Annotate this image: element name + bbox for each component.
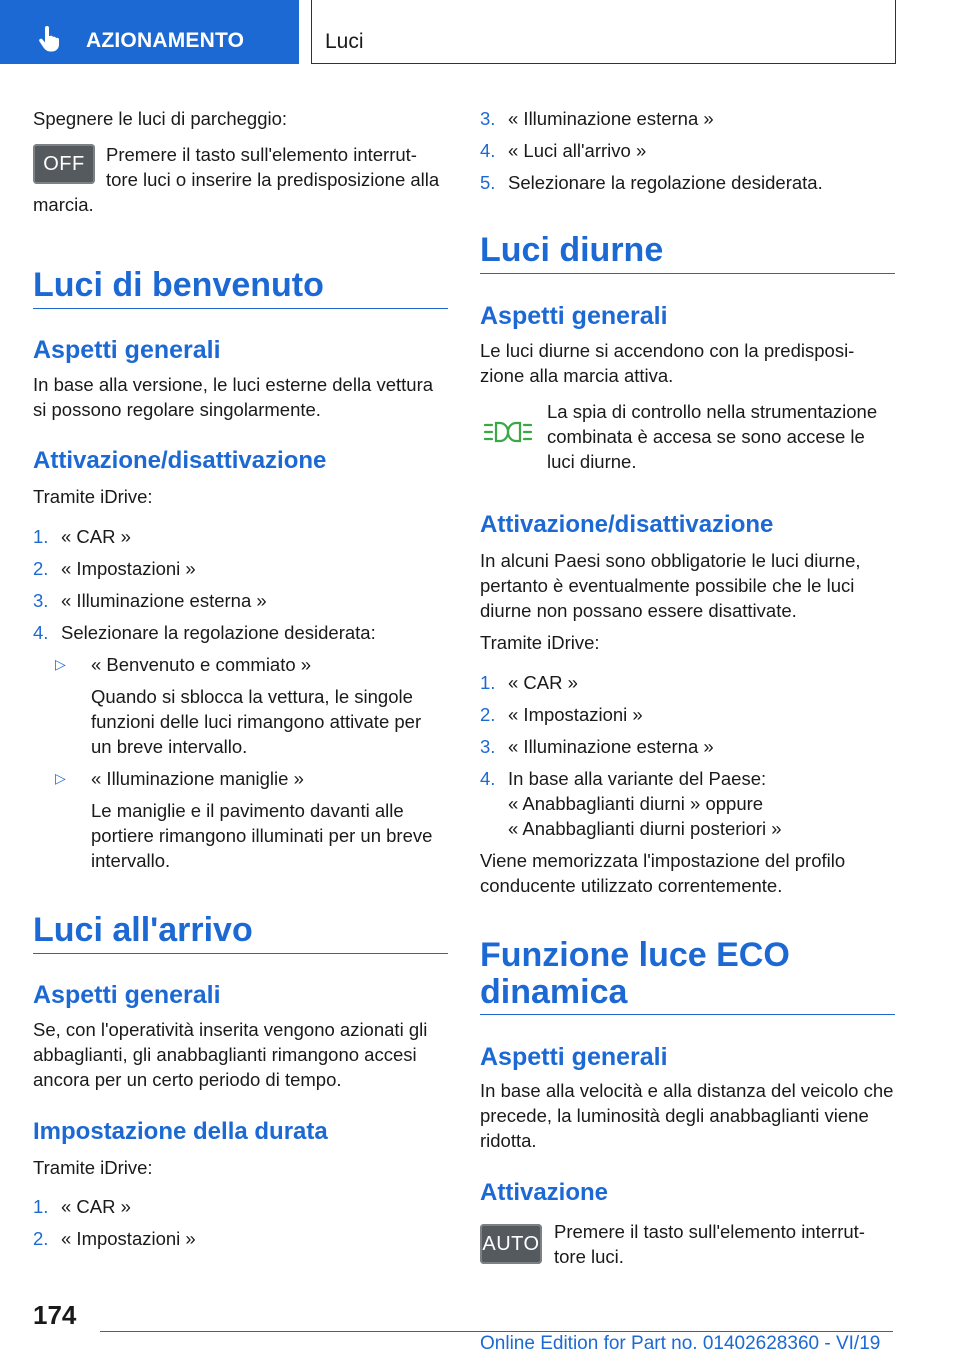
step-number: 3. — [480, 736, 496, 757]
subsection-title: Aspetti generali — [33, 336, 221, 364]
step-number: 3. — [33, 590, 49, 611]
parking-text-line: Premere il tasto sull'elemento interrut- — [106, 144, 417, 165]
body-line: Premere il tasto sull'elemento interrut- — [554, 1221, 865, 1242]
subsection-title: Attivazione — [480, 1179, 609, 1206]
daytime-running-lights-icon — [484, 420, 532, 444]
parking-text-line: marcia. — [33, 194, 94, 215]
step-text: « Illuminazione esterna » — [508, 108, 714, 129]
body-line: zione alla marcia attiva. — [480, 365, 674, 386]
section-tab[interactable] — [0, 0, 299, 64]
section-label: AZIONAMENTO — [86, 29, 245, 52]
option-desc: Quando si sblocca la vettura, le singole — [91, 686, 413, 707]
footer-edition: Online Edition for Part no. 01402628360 - VI/19 — [480, 1333, 881, 1354]
subsection-title: Aspetti generali — [480, 302, 668, 330]
body-line: precede, la luminosità degli anabbaglianti viene — [480, 1105, 869, 1126]
body-line: ridotta. — [480, 1130, 537, 1151]
step-text: « CAR » — [61, 526, 131, 547]
step-text: « Illuminazione esterna » — [61, 590, 267, 611]
body-line: Se, con l'operatività inserita vengono azionati gli — [33, 1019, 428, 1040]
bullet-triangle-icon: ▷ — [55, 770, 66, 786]
option-label: « Benvenuto e commiato » — [91, 654, 312, 675]
step-text: Selezionare la regolazione desiderata. — [508, 172, 823, 193]
body-line: diurne non possano essere disattivate. — [480, 600, 797, 621]
chapter-title: Luci — [325, 30, 364, 53]
step-number: 4. — [33, 622, 49, 643]
subsection-title: Aspetti generali — [480, 1043, 668, 1071]
chapter-header — [311, 0, 896, 64]
section-title: Luci di benvenuto — [33, 266, 324, 304]
indicator-text: La spia di controllo nella strumentazione — [547, 401, 878, 422]
step-text: « Impostazioni » — [508, 704, 643, 725]
step-text: « Luci all'arrivo » — [508, 140, 647, 161]
step-text: In base alla variante del Paese: — [508, 768, 767, 789]
bullet-triangle-icon: ▷ — [55, 656, 66, 672]
section-rule — [33, 308, 448, 309]
indicator-text: luci diurne. — [547, 451, 637, 472]
step-number: 1. — [33, 526, 49, 547]
body-line: Tramite iDrive: — [480, 632, 600, 653]
section-title: Luci diurne — [480, 231, 664, 269]
step-text: « Illuminazione esterna » — [508, 736, 714, 757]
step-number: 2. — [33, 1228, 49, 1249]
indicator-text: combinata è accesa se sono accese le — [547, 426, 865, 447]
off-button-icon: OFF — [33, 144, 95, 184]
body-line: In base alla velocità e alla distanza del veicolo che — [480, 1080, 894, 1101]
step-number: 2. — [33, 558, 49, 579]
body-line: Tramite iDrive: — [33, 1157, 153, 1178]
option-desc: un breve intervallo. — [91, 736, 248, 757]
option-desc: Le maniglie e il pavimento davanti alle — [91, 800, 404, 821]
body-line: Le luci diurne si accendono con la predisposi- — [480, 340, 855, 361]
section-title: Luci all'arrivo — [33, 911, 253, 949]
section-rule — [33, 953, 448, 954]
step-number: 5. — [480, 172, 496, 193]
step-number: 4. — [480, 768, 496, 789]
subsection-title: Attivazione/disattivazione — [480, 511, 774, 538]
parking-intro: Spegnere le luci di parcheggio: — [33, 108, 288, 129]
body-line: ancora per un certo periodo di tempo. — [33, 1069, 342, 1090]
section-rule — [480, 1014, 895, 1015]
section-title: Funzione luce ECO — [480, 936, 790, 974]
body-line: tore luci. — [554, 1246, 624, 1267]
step-number: 1. — [33, 1196, 49, 1217]
subsection-title: Attivazione/disattivazione — [33, 447, 327, 474]
body-line: Tramite iDrive: — [33, 486, 153, 507]
step-text: « Impostazioni » — [61, 558, 196, 579]
subsection-title: Impostazione della durata — [33, 1118, 328, 1145]
body-line: In alcuni Paesi sono obbligatorie le luci diurne, — [480, 550, 861, 571]
step-text: Selezionare la regolazione desiderata: — [61, 622, 376, 643]
step-number: 1. — [480, 672, 496, 693]
hand-touch-icon — [38, 26, 62, 52]
step-text: « CAR » — [61, 1196, 131, 1217]
auto-button-icon: AUTO — [480, 1224, 542, 1264]
option-label: « Illuminazione maniglie » — [91, 768, 304, 789]
step-text: « Anabbaglianti diurni posteriori » — [508, 818, 782, 839]
parking-text-line: tore luci o inserire la predisposizione alla — [106, 169, 440, 190]
page-number: 174 — [33, 1300, 77, 1330]
body-line: abbaglianti, gli anabbaglianti rimangono accesi — [33, 1044, 417, 1065]
option-desc: funzioni delle luci rimangono attivate per — [91, 711, 422, 732]
body-line: pertanto è eventualmente possibile che le luci — [480, 575, 855, 596]
step-number: 2. — [480, 704, 496, 725]
body-line: conducente utilizzato correntemente. — [480, 875, 783, 896]
body-line: si possono regolare singolarmente. — [33, 399, 321, 420]
step-text: « Impostazioni » — [61, 1228, 196, 1249]
step-text: « CAR » — [508, 672, 578, 693]
option-desc: intervallo. — [91, 850, 171, 871]
body-line: Viene memorizzata l'impostazione del profilo — [480, 850, 846, 871]
step-number: 3. — [480, 108, 496, 129]
option-desc: portiere rimangono illuminati per un breve — [91, 825, 433, 846]
section-rule — [480, 273, 895, 274]
body-line: In base alla versione, le luci esterne della vettura — [33, 374, 434, 395]
subsection-title: Aspetti generali — [33, 981, 221, 1009]
step-number: 4. — [480, 140, 496, 161]
footer-rule — [100, 1331, 893, 1332]
section-title: dinamica — [480, 973, 628, 1011]
step-text: « Anabbaglianti diurni » oppure — [508, 793, 764, 814]
